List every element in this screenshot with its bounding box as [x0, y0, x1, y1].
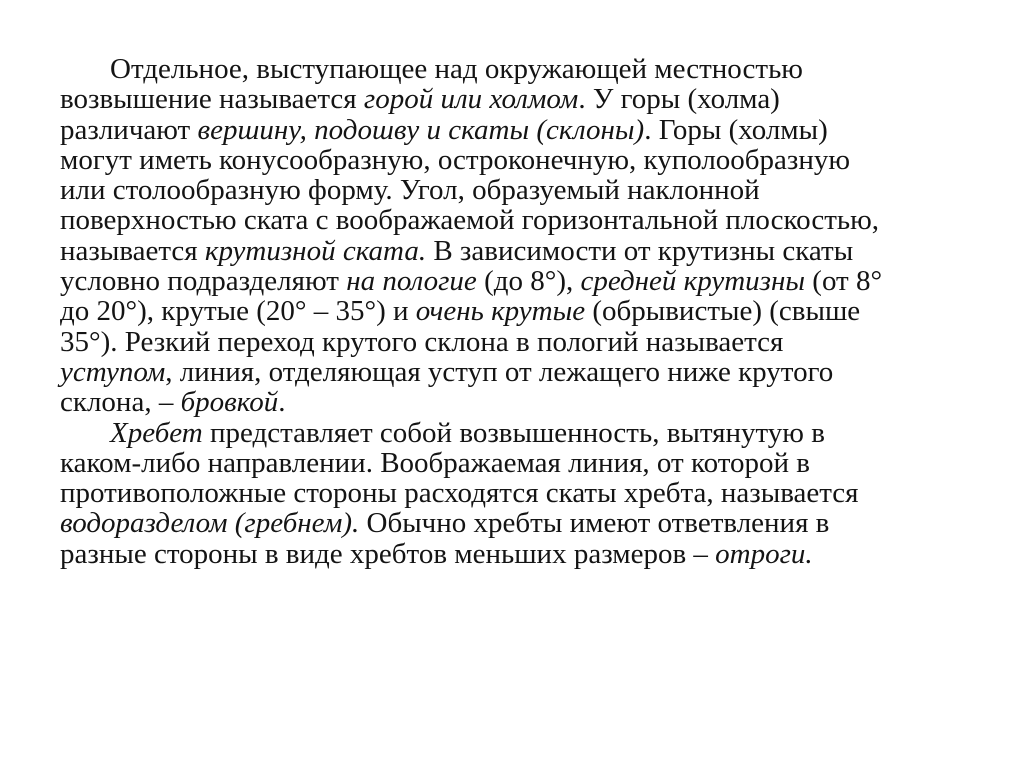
text-span: Отдельное, выступающее над окружающей местностью [110, 53, 803, 85]
text-span: , линия, отделяющая уступ от лежащего ниже крутого [165, 355, 834, 388]
text-span: возвышение называется [60, 83, 364, 116]
text-line [60, 54, 970, 84]
text-line [60, 175, 970, 205]
text-span: противоположные стороны расходятся скаты хребта, называется [60, 477, 859, 510]
text-span: называется [60, 234, 205, 267]
text-span: (обрывистые) (свыше [585, 295, 861, 328]
paragraph [60, 54, 970, 418]
text-span: . Горы (холмы) [644, 113, 828, 146]
text-span: представляет собой возвышенность, вытянутую в [202, 416, 825, 449]
text-line [60, 478, 970, 508]
text-span: (от 8° [805, 265, 883, 298]
text-span: различают [60, 113, 198, 146]
italic-term: очень крутые [415, 295, 586, 328]
text-line [60, 539, 970, 569]
text-body [60, 54, 970, 569]
text-line [60, 448, 970, 478]
text-span: поверхностью ската с воображаемой горизонтальной плоскостью, [60, 204, 880, 237]
text-span: Обычно хребты имеют ответвления в [359, 507, 830, 540]
text-span: В зависимости от крутизны скаты [426, 234, 854, 267]
italic-term: горой или холмом [363, 83, 579, 116]
text-span: условно подразделяют [60, 265, 347, 298]
text-span: или столообразную форму. Угол, образуемый наклонной [60, 174, 760, 207]
text-line [60, 205, 970, 235]
text-line [60, 327, 970, 357]
text-span: склона, [60, 386, 159, 419]
text-span: каком-либо направлении. Воображаемая линия, от которой в [60, 446, 810, 479]
italic-term: водоразделом (гребнем). [60, 507, 360, 540]
italic-term: крутизной ската. [204, 234, 427, 267]
italic-term: средней крутизны [580, 265, 806, 298]
text-line [60, 418, 970, 448]
text-span: . У горы (холма) [578, 83, 780, 116]
text-span: разные стороны в виде хребтов меньших размеров [60, 537, 694, 570]
text-line [60, 115, 970, 145]
text-line [60, 84, 970, 114]
text-span: . [278, 386, 286, 419]
italic-term: на пологие [346, 265, 477, 298]
text-line [60, 145, 970, 175]
italic-term: – отроги. [693, 537, 813, 570]
italic-term: вершину, подошву и скаты (склоны) [197, 113, 645, 146]
italic-term: уступом [60, 355, 166, 388]
paragraph [60, 418, 970, 569]
text-line [60, 387, 970, 417]
text-line [60, 357, 970, 387]
text-line [60, 508, 970, 538]
text-span: могут иметь конусообразную, остроконечную, куполообразную [60, 143, 851, 176]
text-line [60, 236, 970, 266]
text-span: 35°). Резкий переход крутого склона в пологий называется [60, 325, 784, 358]
text-span: до 20°), крутые (20° – 35°) и [60, 295, 416, 328]
italic-term: Хребет [110, 416, 203, 449]
text-line [60, 266, 970, 296]
text-span: (до 8°), [476, 265, 581, 298]
italic-term: – бровкой [158, 386, 279, 419]
text-line [60, 296, 970, 326]
